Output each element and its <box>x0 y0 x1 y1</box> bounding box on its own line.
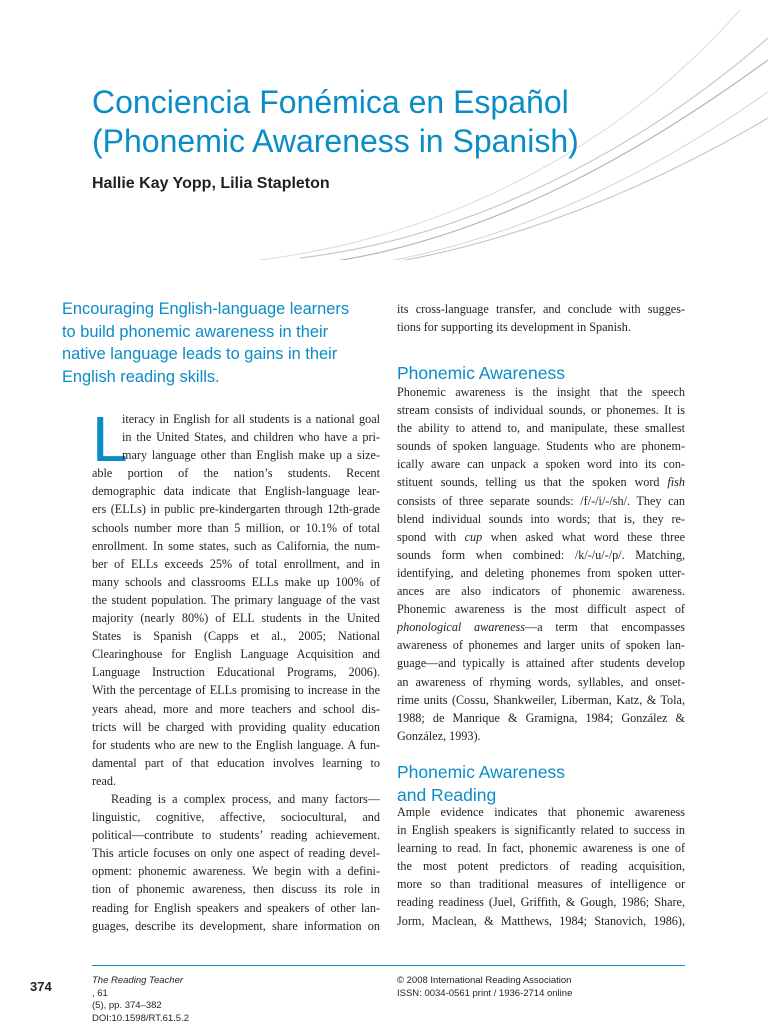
abstract-line: native language leads to gains in their <box>62 343 382 366</box>
italic-term: cup <box>465 530 483 544</box>
body-line: political—contribute to students’ reading achievement. <box>92 826 380 844</box>
body-line: read. <box>92 772 380 790</box>
body-line: tions for supporting its development in Spanish. <box>397 318 685 336</box>
body-line: demographic data indicate that English-language lear- <box>92 482 380 500</box>
journal-volume-prefix: , 61 <box>92 988 189 1001</box>
body-line: in the United States, and children who have a pri- <box>92 428 380 446</box>
body-line: awareness of phonemes and larger units of spoken lan- <box>397 636 685 654</box>
body-line: able portion of the nation’s students. Recent <box>92 464 380 482</box>
right-column-intro <box>397 300 685 336</box>
italic-term: fish <box>667 475 685 489</box>
section-heading-phonemic-awareness-and-reading <box>397 761 565 807</box>
italic-term: phonological awareness <box>397 620 525 634</box>
body-line: Jorm, Maclean, & Matthews, 1984; Stanovich, 1986), <box>397 912 685 930</box>
issn: ISSN: 0034-0561 print / 1936-2714 online <box>397 988 572 1001</box>
body-line: opment: phonemic awareness. We begin with a defini- <box>92 862 380 880</box>
body-line <box>397 528 685 546</box>
body-line: an awareness of rhyming words, syllables, and onset- <box>397 673 685 691</box>
abstract-line: Encouraging English-language learners <box>62 298 382 321</box>
body-line: schools number more than 5 million, or 10.1% of total <box>92 519 380 537</box>
body-line: more so than traditional measures of intelligence or <box>397 875 685 893</box>
phonemic-awareness-reading-section <box>397 803 685 930</box>
abstract-line: to build phonemic awareness in their <box>62 321 382 344</box>
body-line: guage—and typically is attained after students develop <box>397 654 685 672</box>
journal-issue-pages: (5), pp. 374–382 <box>92 1000 189 1013</box>
body-line: rime units (Cossu, Shankweiler, Liberman, Katz, & Tola, <box>397 691 685 709</box>
body-line: years ahead, more and more teachers and school dis- <box>92 700 380 718</box>
body-line: Ample evidence indicates that phonemic awareness <box>397 803 685 821</box>
body-line: reading readiness (Juel, Griffith, & Gough, 1986; Share, <box>397 893 685 911</box>
body-line: the student population. The primary language of the vast <box>92 591 380 609</box>
heading-line: Phonemic Awareness <box>397 761 565 784</box>
journal-reference <box>92 975 189 1013</box>
body-line: Phonemic awareness is the insight that the speech <box>397 383 685 401</box>
page-number: 374 <box>30 979 52 994</box>
body-line: 1988; de Manrique & Gramigna, 1984; González & <box>397 709 685 727</box>
body-line: the most potent predictors of reading acquisition, <box>397 857 685 875</box>
phonemic-awareness-section <box>397 383 685 745</box>
body-line: ber of ELLs exceeds 25% of total enrollment, and in <box>92 555 380 573</box>
title-line-2: (Phonemic Awareness in Spanish) <box>92 122 579 161</box>
body-text: stituent sounds, telling us that the spoken word <box>397 475 660 489</box>
body-line: Language Instruction Educational Programs, 2006). <box>92 663 380 681</box>
body-line: guages, describe its development, share information on <box>92 917 380 935</box>
article-title <box>92 83 579 161</box>
journal-citation <box>92 975 189 1025</box>
body-line: sounds of spoken language. Students who are phonem- <box>397 437 685 455</box>
abstract-line: English reading skills. <box>62 366 382 389</box>
doi: DOI:10.1598/RT.61.5.2 <box>92 1013 189 1025</box>
footer-divider <box>92 965 685 966</box>
left-column-body <box>92 410 380 935</box>
body-text: —a term that encompasses <box>525 620 685 634</box>
body-line: Phonemic awareness is the most difficult aspect of <box>397 600 685 618</box>
section-heading-phonemic-awareness <box>397 362 565 385</box>
abstract <box>62 298 382 388</box>
body-line: blend individual sounds into words; that is, they re- <box>397 510 685 528</box>
body-line: learning to read. In fact, phonemic awareness is one of <box>397 839 685 857</box>
title-line-1: Conciencia Fonémica en Español <box>92 83 579 122</box>
heading-line: and Reading <box>397 784 565 807</box>
body-line: ically aware can unpack a spoken word into its con- <box>397 455 685 473</box>
body-line: mary language other than English make up a size- <box>92 446 380 464</box>
body-line <box>397 618 685 636</box>
heading-line: Phonemic Awareness <box>397 362 565 385</box>
copyright-info <box>397 975 572 1000</box>
body-line: for students who are new to the English language. A fun- <box>92 736 380 754</box>
body-line: iteracy in English for all students is a national goal <box>92 410 380 428</box>
body-line: stream consists of individual sounds, or phonemes. It is <box>397 401 685 419</box>
body-line: linguistic, cognitive, affective, sociocultural, and <box>92 808 380 826</box>
body-line: Clearinghouse for English Language Acquisition and <box>92 645 380 663</box>
journal-name: The Reading Teacher <box>92 975 183 986</box>
body-line: many schools and classrooms ELLs make up 100% of <box>92 573 380 591</box>
body-line: majority (nearly 80%) of ELL students in the United <box>92 609 380 627</box>
body-line: Reading is a complex process, and many factors— <box>92 790 380 808</box>
body-line: damental part of that education involves learning to <box>92 754 380 772</box>
body-line: tion of phonemic awareness, then discuss its role in <box>92 880 380 898</box>
body-line: in English speakers is significantly related to success in <box>397 821 685 839</box>
body-line: identifying, and deleting phonemes from spoken utter- <box>397 564 685 582</box>
body-text: when asked what word these three <box>491 530 685 544</box>
body-line: sounds form when combined: /k/-/u/-/p/. Matching, <box>397 546 685 564</box>
body-line: ances are also indicators of phonemic awareness. <box>397 582 685 600</box>
body-line: ers (ELLs) in public pre-kindergarten through 12th-grade <box>92 500 380 518</box>
body-line: consists of three separate sounds: /f/-/i/-/sh/. They can <box>397 492 685 510</box>
body-line: States is Spanish (Capps et al., 2005; National <box>92 627 380 645</box>
body-line: tricts will be charged with providing quality education <box>92 718 380 736</box>
body-line: González, 1993). <box>397 727 685 745</box>
body-line: reading for English speakers and speakers of other lan- <box>92 899 380 917</box>
body-line: its cross-language transfer, and conclude with sugges- <box>397 300 685 318</box>
authors: Hallie Kay Yopp, Lilia Stapleton <box>92 175 330 193</box>
body-text: spond with <box>397 530 456 544</box>
body-line: This article focuses on only one aspect of reading devel- <box>92 844 380 862</box>
body-line: the ability to attend to, and manipulate, these smallest <box>397 419 685 437</box>
body-line <box>397 473 685 491</box>
body-line: enrollment. In some states, such as California, the num- <box>92 537 380 555</box>
copyright: © 2008 International Reading Association <box>397 975 572 988</box>
body-line: With the percentage of ELLs promising to increase in the <box>92 681 380 699</box>
drop-cap: L <box>92 408 128 470</box>
